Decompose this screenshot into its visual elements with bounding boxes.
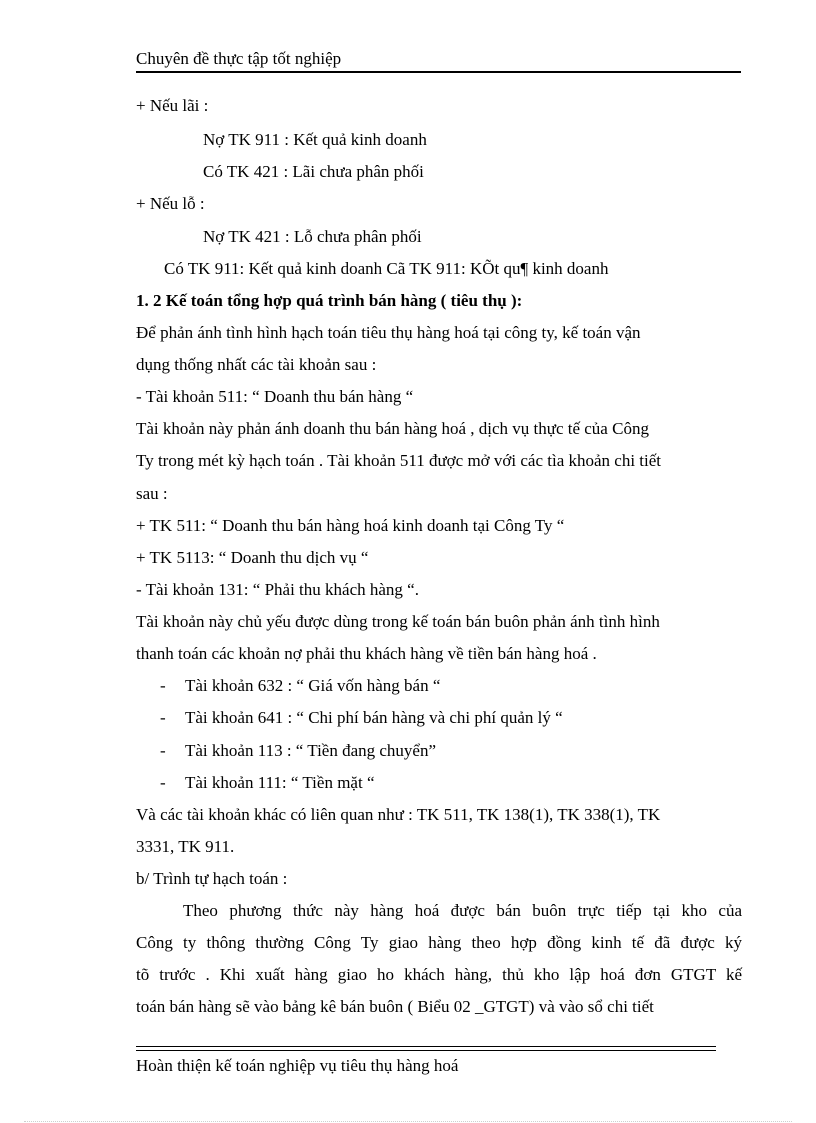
paragraph-line: Nợ TK 911 : Kết quả kinh doanh (203, 130, 427, 149)
paragraph-line: b/ Trình tự hạch toán : (136, 869, 288, 888)
paragraph-line: Tài khoản này chủ yếu được dùng trong kế toán bán buôn phản ánh tình hình (136, 612, 660, 631)
paragraph-line: toán bán hàng sẽ vào bảng kê bán buôn ( Biểu 02 _GTGT) và vào sổ chi tiết (136, 997, 654, 1016)
paragraph-line: + TK 511: “ Doanh thu bán hàng hoá kinh doanh tại Công Ty “ (136, 516, 565, 535)
bullet-dash: - (160, 708, 166, 727)
bullet-dash: - (160, 741, 166, 760)
paragraph-line: Có TK 421 : Lãi chưa phân phối (203, 162, 424, 181)
paragraph-line: + Nếu lỗ : (136, 194, 205, 213)
paragraph-line: - Tài khoản 511: “ Doanh thu bán hàng “ (136, 387, 414, 406)
paragraph-line: Để phản ánh tình hình hạch toán tiêu thụ hàng hoá tại công ty, kế toán vận (136, 323, 641, 342)
page-footer: Hoàn thiện kế toán nghiệp vụ tiêu thụ hàng hoá (136, 1056, 459, 1075)
footer-divider (136, 1046, 716, 1047)
page-edge-divider (24, 1121, 792, 1122)
list-item-text: Tài khoản 641 : “ Chi phí bán hàng và chi phí quản lý “ (185, 708, 563, 727)
paragraph-line: 3331, TK 911. (136, 837, 235, 856)
paragraph-line: Theo phương thức này hàng hoá được bán buôn trực tiếp tại kho của (183, 901, 742, 920)
page-header: Chuyên đề thực tập tốt nghiệp (136, 47, 741, 73)
bullet-dash: - (160, 676, 166, 695)
paragraph-line: + Nếu lãi : (136, 96, 209, 115)
list-item-text: Tài khoản 111: “ Tiền mặt “ (185, 773, 375, 792)
list-item-text: Tài khoản 113 : “ Tiền đang chuyển” (185, 741, 437, 760)
paragraph-line: thanh toán các khoản nợ phải thu khách hàng về tiền bán hàng hoá . (136, 644, 597, 663)
paragraph-line: sau : (136, 484, 168, 503)
paragraph-line: Ty trong mét kỳ hạch toán . Tài khoản 511 được mở với các tìa khoản chi tiết (136, 451, 662, 470)
paragraph-line: - Tài khoản 131: “ Phải thu khách hàng “. (136, 580, 419, 599)
bullet-dash: - (160, 773, 166, 792)
paragraph-line: Tài khoản này phản ánh doanh thu bán hàng hoá , dịch vụ thực tế của Công (136, 419, 649, 438)
paragraph-line: Có TK 911: Kết quả kinh doanh Cã TK 911: KÕt qu¶ kinh doanh (164, 259, 609, 278)
paragraph-line: tõ trước . Khi xuất hàng giao ho khách hàng, thủ kho lập hoá đơn GTGT kế (136, 965, 742, 984)
paragraph-line: + TK 5113: “ Doanh thu dịch vụ “ (136, 548, 369, 567)
footer-divider (136, 1050, 716, 1051)
section-heading: 1. 2 Kế toán tổng hợp quá trình bán hàng ( tiêu thụ ): (136, 291, 523, 310)
list-item-text: Tài khoản 632 : “ Giá vốn hàng bán “ (185, 676, 441, 695)
paragraph-line: dụng thống nhất các tài khoản sau : (136, 355, 377, 374)
paragraph-line: Và các tài khoản khác có liên quan như : TK 511, TK 138(1), TK 338(1), TK (136, 805, 661, 824)
paragraph-line: Nợ TK 421 : Lỗ chưa phân phối (203, 227, 422, 246)
paragraph-line: Công ty thông thường Công Ty giao hàng theo hợp đồng kinh tế đã được ký (136, 933, 742, 952)
